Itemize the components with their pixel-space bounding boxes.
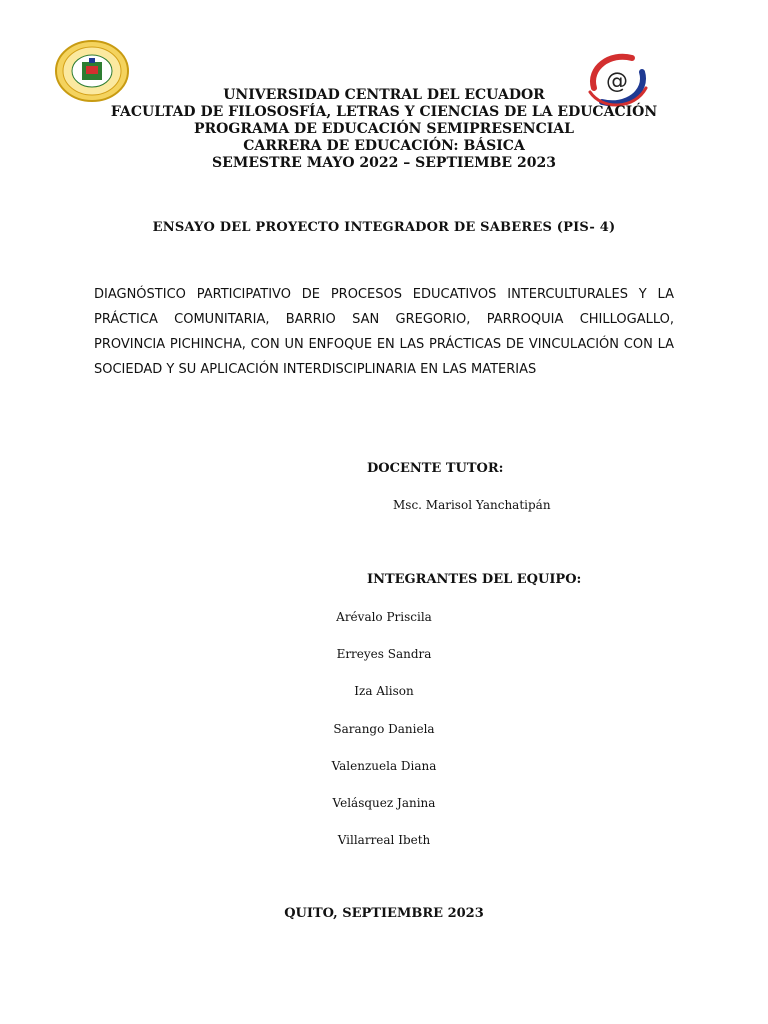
list-item: Villarreal Ibeth [337, 833, 431, 848]
institution-header [0, 87, 768, 172]
project-topic: DIAGNÓSTICO PARTICIPATIVO DE PROCESOS EDUCATIVOS INTERCULTURALES Y LA PRÁCTICA COMUNITARIA, BARRIO SAN GREGORIO, PARROQUIA CHILLOGALLO, PROVINCIA PICHINCHA, CON UN ENFOQUE EN LAS PRÁCTICAS DE VINCULACIÓN CON LA SOCIEDAD Y SU APLICACIÓN INTERDISCIPLINARIA EN LAS MATERIAS [94, 287, 674, 377]
docente-label: DOCENTE TUTOR: [367, 461, 504, 476]
header-program: PROGRAMA DE EDUCACIÓN SEMIPRESENCIAL [194, 121, 574, 137]
place-date-footer: QUITO, SEPTIEMBRE 2023 [284, 906, 484, 921]
header-faculty: FACULTAD DE FILOSOSFÍA, LETRAS Y CIENCIAS DE LA EDUCACIÓN [110, 104, 658, 120]
list-item: Sarango Daniela [333, 721, 435, 736]
team-label: INTEGRANTES DEL EQUIPO: [367, 572, 582, 587]
list-item: Arévalo Priscila [336, 610, 432, 624]
list-item: Iza Alison [354, 684, 414, 699]
svg-text:@: @ [606, 69, 628, 94]
essay-title: ENSAYO DEL PROYECTO INTEGRADOR DE SABERES (PIS- 4) [152, 220, 616, 235]
list-item: Velásquez Janina [332, 795, 436, 810]
team-members-list [288, 608, 480, 868]
header-career: CARRERA DE EDUCACIÓN: BÁSICA [243, 138, 525, 154]
header-semester: SEMESTRE MAYO 2022 – SEPTIEMBE 2023 [212, 155, 556, 171]
list-item: Erreyes Sandra [336, 647, 432, 662]
list-item: Valenzuela Diana [331, 758, 437, 773]
header-university: UNIVERSIDAD CENTRAL DEL ECUADOR [223, 87, 545, 103]
docente-name: Msc. Marisol Yanchatipán [393, 498, 551, 512]
